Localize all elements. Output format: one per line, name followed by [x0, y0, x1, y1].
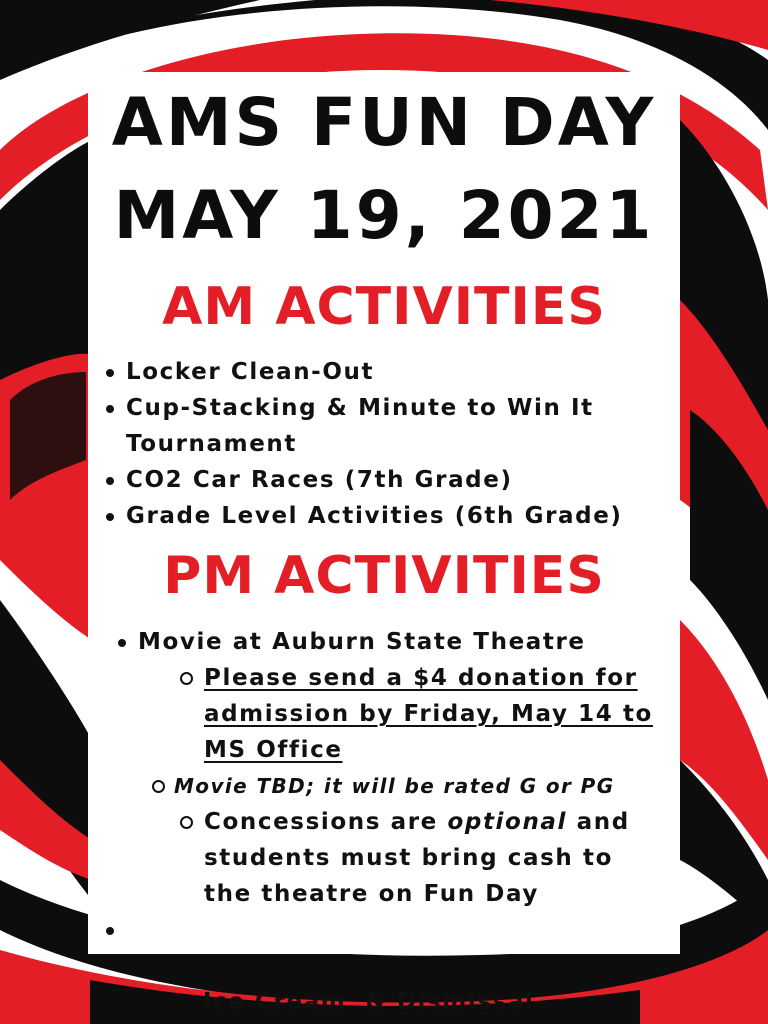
list-item-label: Grade Level Activities (6th Grade)	[126, 503, 623, 529]
list-item	[102, 912, 662, 1024]
sub-list-item-continuation	[180, 696, 676, 732]
list-item-label: Tournament	[126, 431, 297, 457]
concessions-line-3: the theatre on Fun Day	[204, 881, 540, 907]
sub-list-item-continuation	[180, 876, 676, 912]
bullet-icon	[106, 405, 114, 413]
dismissal-item: Ice Cream & Dismissal	[202, 989, 535, 1015]
concessions-emphasis: optional	[447, 809, 568, 835]
pm-activities-list	[114, 624, 674, 660]
donation-line-3: MS Office	[204, 737, 343, 763]
bullet-icon	[118, 639, 126, 647]
bullet-icon	[106, 369, 114, 377]
list-item	[102, 390, 672, 426]
movie-item: Movie at Auburn State Theatre	[138, 629, 586, 655]
sub-list-item	[180, 804, 676, 840]
donation-line-2: admission by Friday, May 14 to	[204, 701, 653, 727]
list-item	[102, 354, 672, 390]
sub-list-item-continuation	[180, 732, 676, 768]
sub-list-item	[180, 660, 676, 696]
movie-details-list	[174, 660, 676, 912]
flyer-title: AMS FUN DAY	[111, 84, 657, 161]
hollow-bullet-icon	[152, 780, 165, 793]
hollow-bullet-icon	[180, 816, 193, 829]
concessions-text-after: and	[567, 809, 630, 835]
donation-line-1: Please send a $4 donation for	[204, 665, 638, 691]
dismissal-list	[102, 912, 662, 1024]
list-item-label: CO2 Car Races (7th Grade)	[126, 467, 513, 493]
hollow-bullet-icon	[180, 672, 193, 685]
pm-activities-heading: PM ACTIVITIES	[163, 546, 605, 606]
sub-list-item	[160, 768, 676, 804]
rating-note: Movie TBD; it will be rated G or PG	[174, 774, 615, 798]
list-item	[102, 498, 672, 534]
content-panel	[88, 72, 680, 1015]
list-item-label: Locker Clean-Out	[126, 359, 375, 385]
concessions-line-2: students must bring cash to	[204, 845, 613, 871]
am-activities-list	[102, 354, 672, 534]
list-item-label: Cup-Stacking & Minute to Win It	[126, 395, 594, 421]
sub-list-item-continuation	[180, 840, 676, 876]
list-item-continuation	[102, 426, 672, 462]
bullet-icon	[106, 927, 114, 935]
concessions-text-before: Concessions are	[204, 809, 448, 835]
event-date: MAY 19, 2021	[113, 177, 655, 254]
list-item	[102, 462, 672, 498]
bullet-icon	[106, 513, 114, 521]
am-activities-heading: AM ACTIVITIES	[162, 277, 606, 337]
bullet-icon	[106, 477, 114, 485]
list-item	[114, 624, 674, 660]
